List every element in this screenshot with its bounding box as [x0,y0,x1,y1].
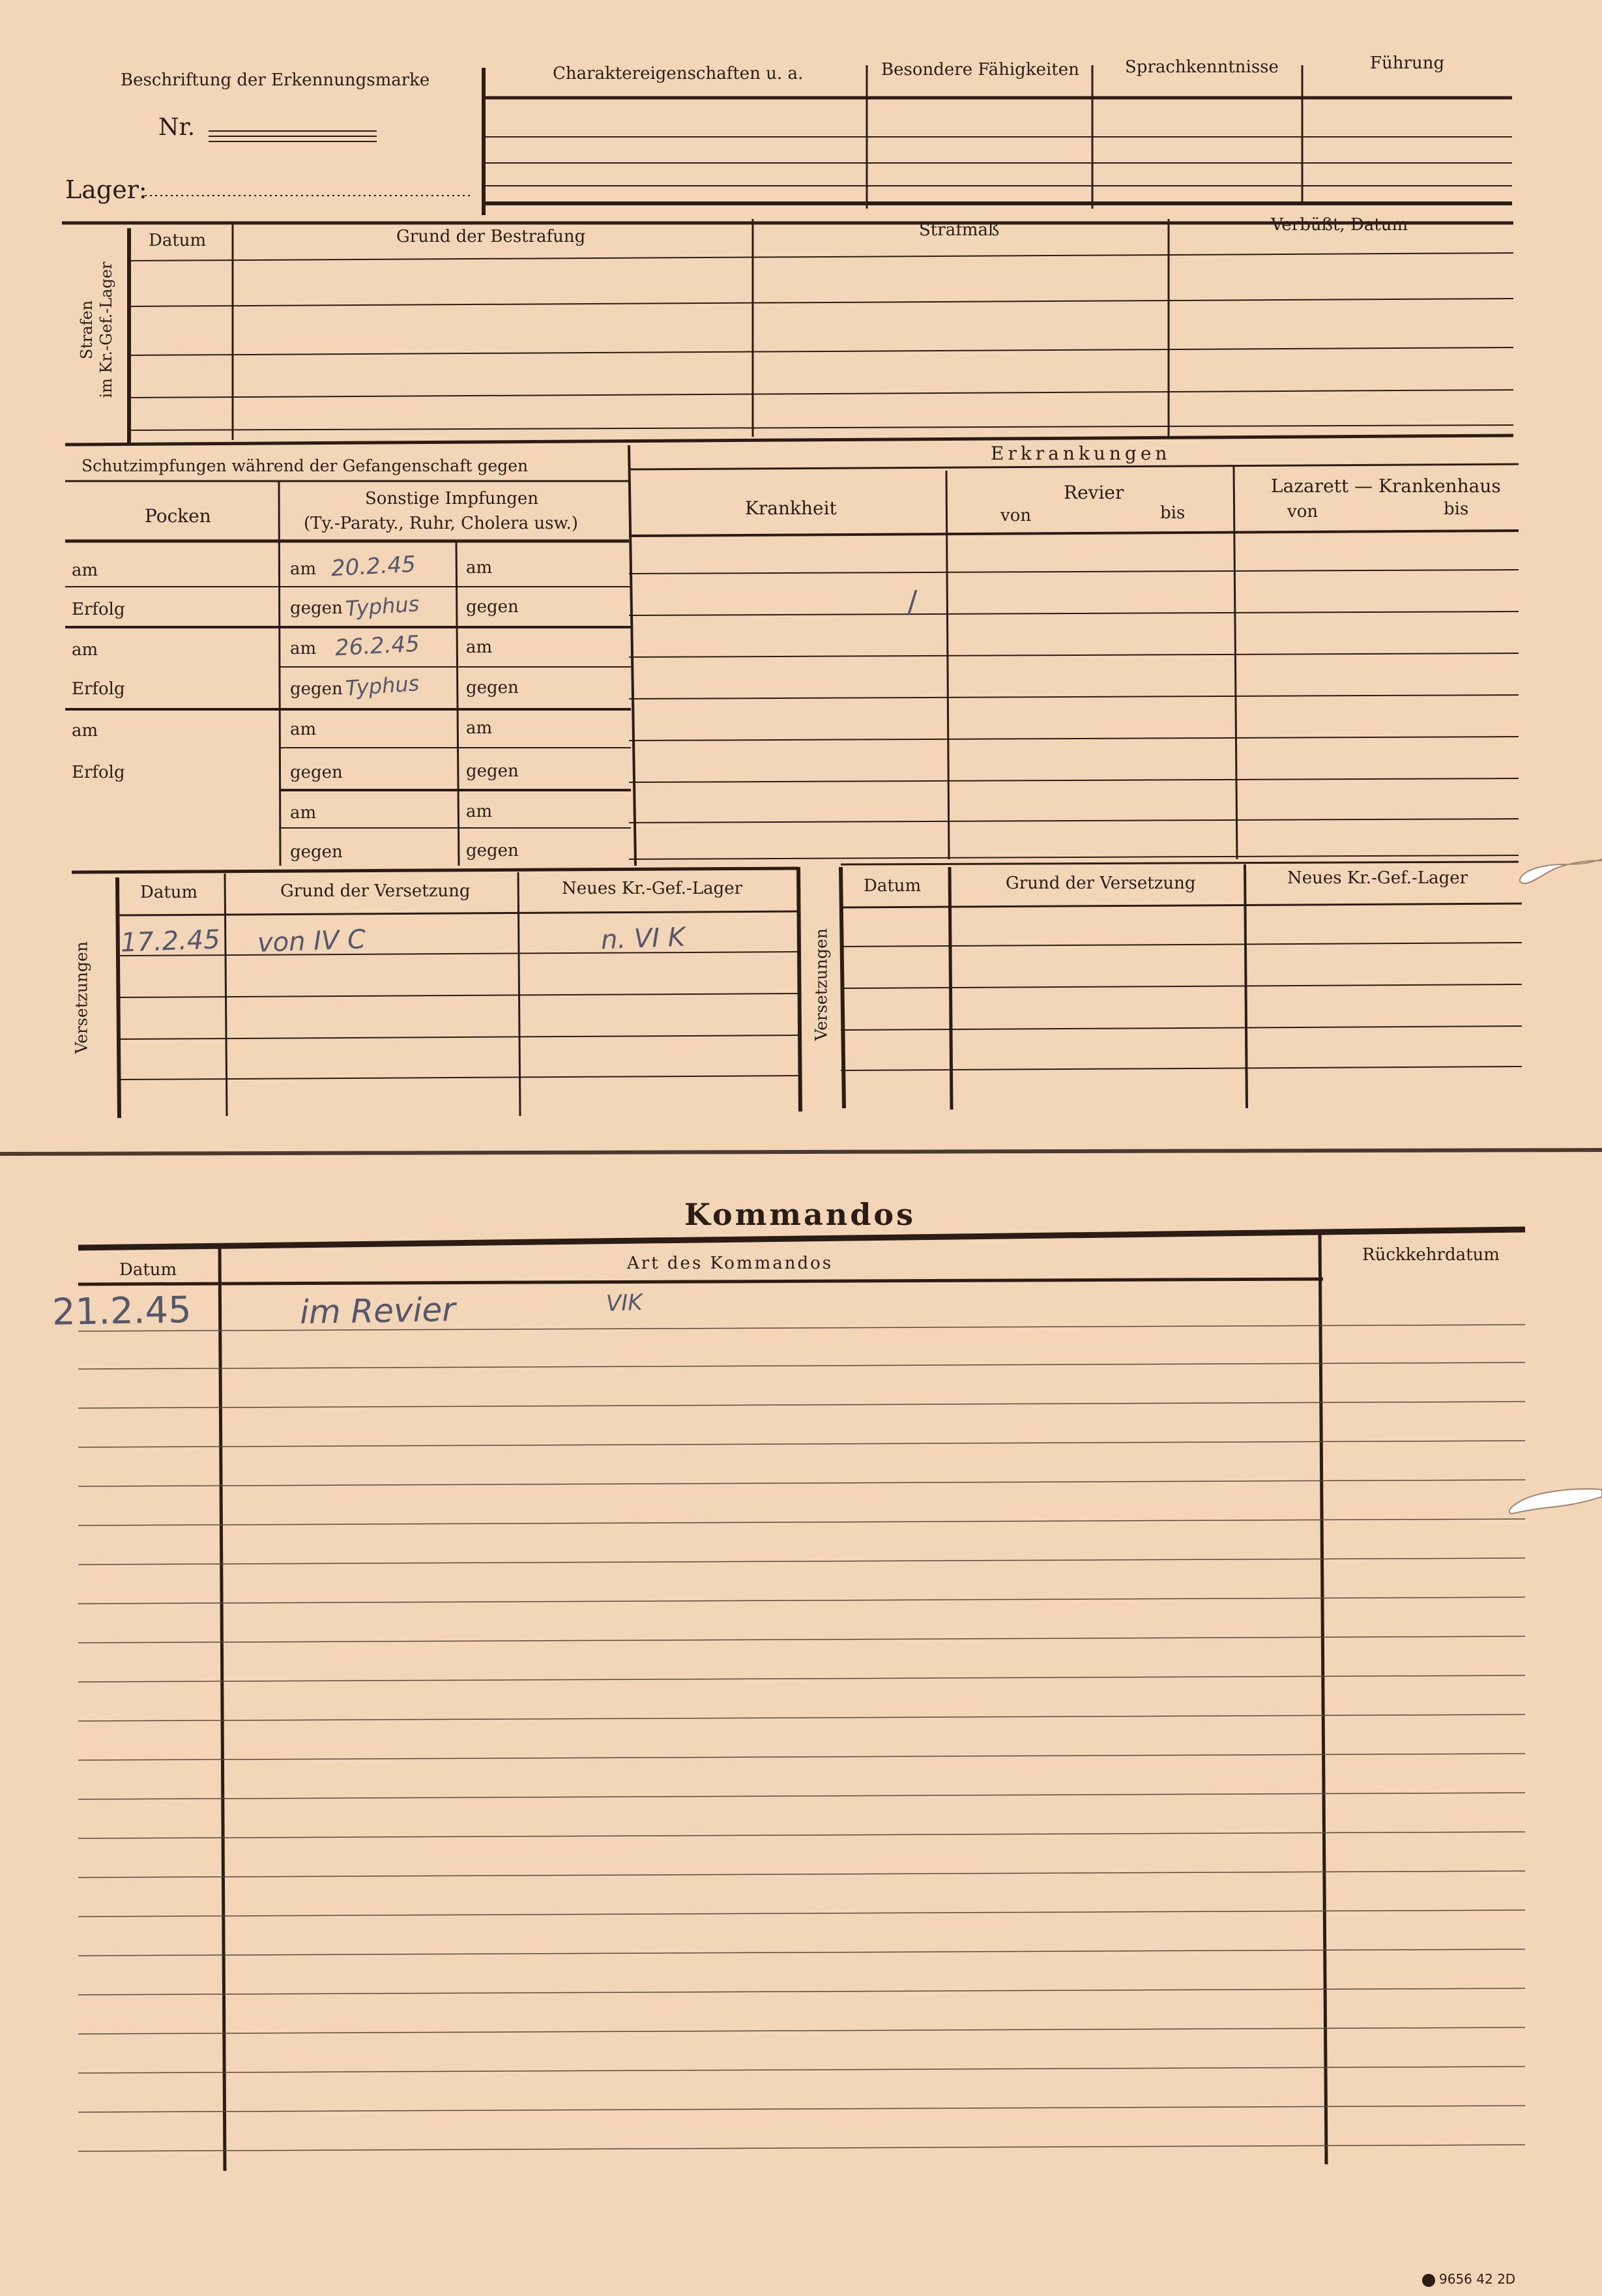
vaccine-row-against-1b: gegen [466,597,519,617]
handwritten-transfer-camp: n. VI K [600,922,686,956]
pox-row-result-3: Erfolg [72,763,125,782]
vaccine-row-against-2b: gegen [466,678,519,698]
tag-inscription-label: Beschriftung der Erkennungsmarke [121,70,430,90]
handwritten-vaccine-date-2: 26.2.45 [334,630,420,662]
punishment-date-header: Datum [149,231,207,250]
vaccine-row-date-3b: am [466,718,493,738]
command-return-header: Rückkehrdatum [1362,1245,1500,1265]
tag-number-label: Nr. [158,114,196,141]
printer-seal-icon [1422,2274,1435,2287]
pox-row-result-1: Erfolg [72,600,125,619]
illnesses-title: Erkrankungen [991,443,1171,464]
vaccine-row-date-2: am [290,639,317,658]
vaccine-row-against-2: gegen [290,679,343,699]
handwritten-transfer-date: 17.2.45 [120,924,221,958]
other-vaccinations-header: Sonstige Impfungen [365,489,539,508]
transfer-camp-header-left: Neues Kr.-Gef.-Lager [562,879,743,898]
other-vaccinations-subheader: (Ty.-Paraty., Ruhr, Cholera usw.) [304,514,579,533]
punishment-served-header: Verbüßt, Datum [1271,215,1408,235]
handwritten-command-note: VIK [605,1289,643,1317]
vaccine-row-date-1: am [290,559,317,579]
handwritten-vaccine-date-1: 20.2.45 [330,551,416,582]
handwritten-transfer-reason: von IV C [257,924,366,958]
punch-hole-upper [1520,859,1602,883]
print-code-text: 9656 42 2D [1439,2271,1516,2287]
column-conduct: Führung [1370,53,1445,73]
vaccine-row-against-4b: gegen [466,841,519,861]
camp-label: Lager: [65,175,147,204]
pox-row-result-2: Erfolg [72,679,125,699]
vaccine-row-date-4: am [290,803,317,823]
hospital-from-label: von [1287,502,1318,522]
vaccine-row-date-2b: am [466,638,493,657]
transfers-side-label-right: Versetzungen [811,928,831,1041]
pox-row-date-2: am [72,640,98,660]
vaccine-row-date-1b: am [466,558,493,578]
vaccine-row-against-3: gegen [290,763,343,782]
illness-ward-header: Revier [1064,482,1124,503]
vaccine-row-against-4: gegen [290,842,343,862]
punishment-reason-header: Grund der Bestrafung [396,227,586,246]
transfer-date-header-left: Datum [140,883,198,902]
vaccine-row-date-4b: am [466,802,493,821]
print-code [1422,2273,1515,2287]
punch-hole-lower [1509,1489,1602,1514]
commands-title: Kommandos [684,1197,916,1232]
punishments-side-label-2: im Kr.-Gef.-Lager [97,261,115,398]
pox-header: Pocken [145,505,211,527]
column-special-skills: Besondere Fähigkeiten [881,60,1079,80]
column-character-traits: Charaktereigenschaften u. a. [553,64,804,83]
vaccine-row-against-3b: gegen [466,761,519,781]
vaccine-row-against-1: gegen [290,598,343,618]
column-language-skills: Sprachkenntnisse [1125,57,1279,77]
transfer-date-header-right: Datum [864,876,922,896]
ward-to-label: bis [1160,503,1186,523]
transfers-side-label-left: Versetzungen [72,941,91,1054]
transfer-camp-header-right: Neues Kr.-Gef.-Lager [1287,868,1468,888]
handwritten-illness-mark: / [907,584,918,619]
punishment-penalty-header: Strafmaß [919,220,1000,240]
vaccinations-title: Schutzimpfungen während der Gefangenschaft gegen [81,456,529,475]
transfer-reason-header-left: Grund der Versetzung [280,881,471,901]
handwritten-vaccine-type-1: Typhus [344,591,420,621]
handwritten-command-type: im Revier [299,1290,456,1332]
hospital-to-label: bis [1444,499,1469,519]
punishments-side-label-1: Strafen [78,300,96,360]
command-type-header: Art des Kommandos [627,1254,834,1273]
command-date-header: Datum [119,1260,177,1280]
illness-hospital-header: Lazarett — Krankenhaus [1271,475,1501,497]
handwritten-command-date: 21.2.45 [51,1289,192,1334]
ward-from-label: von [1000,506,1032,525]
transfer-reason-header-right: Grund der Versetzung [1006,874,1196,893]
pox-row-date-1: am [72,561,98,580]
pox-row-date-3: am [72,721,98,741]
handwritten-vaccine-type-2: Typhus [344,671,420,701]
vaccine-row-date-3: am [290,720,317,739]
illness-disease-header: Krankheit [745,497,837,519]
